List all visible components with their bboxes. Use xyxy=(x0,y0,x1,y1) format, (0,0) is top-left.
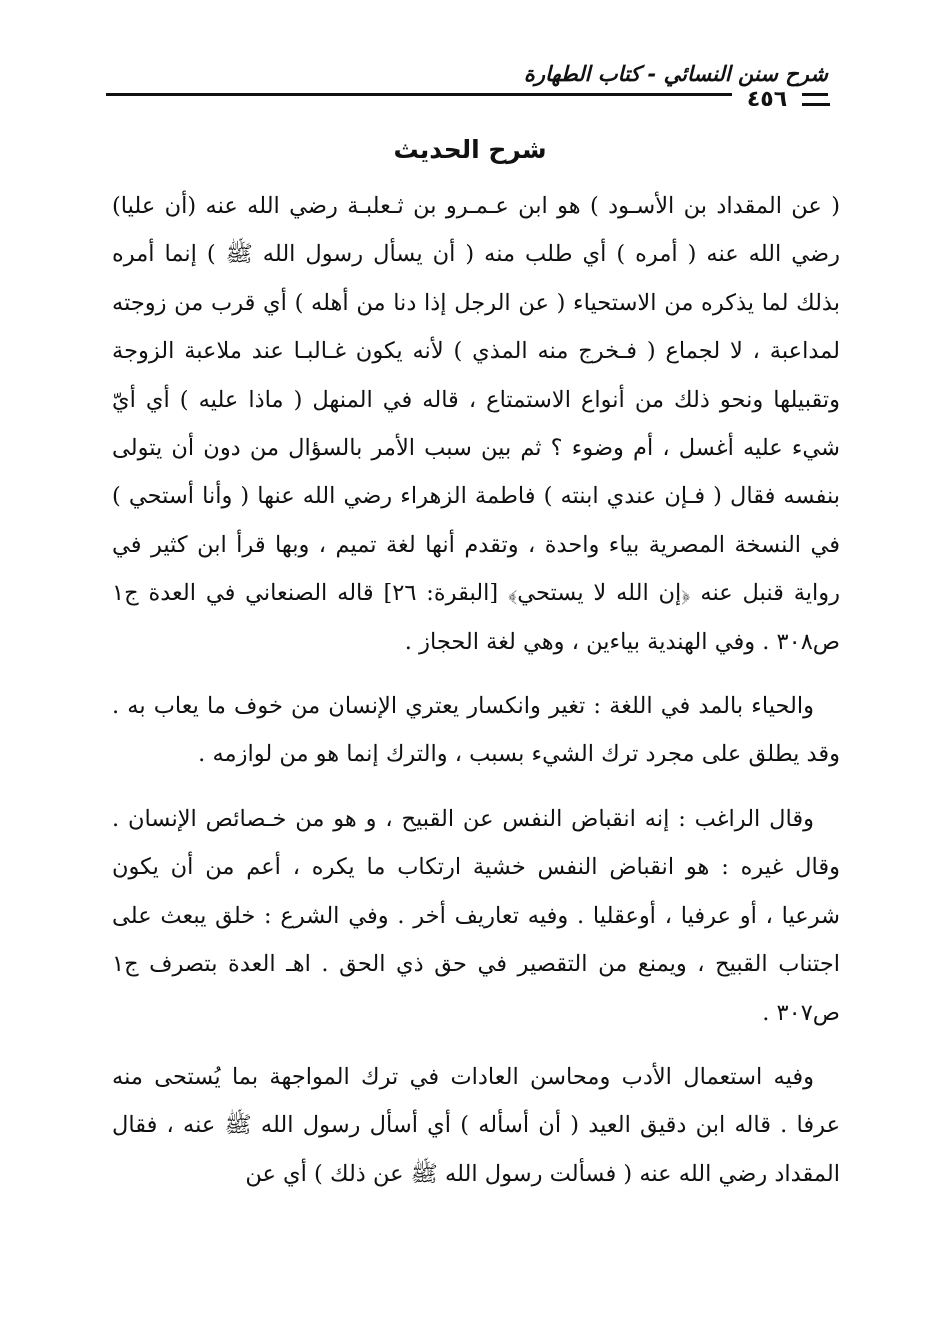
section-title: شرح الحديث xyxy=(393,135,547,164)
running-header: شرح سنن النسائي - كتاب الطهارة xyxy=(523,62,828,86)
header-rule xyxy=(106,93,828,96)
paragraph: وفيه استعمال الأدب ومحاسن العادات في ترك المواجهة بما يُستحى منه عرفا . قاله ابن دقيق العيد ( أن أسأله ) أي أسأل رسول الله ﷺ عنه ، فقال المقداد رضي الله عنه ( فسألت رسول الله ﷺ عن ذلك ) أي عن xyxy=(112,1063,840,1187)
page-number: ٤٥٦ xyxy=(732,87,802,112)
body-text xyxy=(112,182,840,1214)
paragraph: وقال الراغب : إنه انقباض النفس عن القبيح ، و هو من خـصائص الإنسان . وقال غيره : هو انقباض النفس خشية ارتكاب ما يكره ، أعم من أن يكون شرعيا ، أو عرفيا ، أوعقليا . وفيه تعاريف أخر . وفي الشرع : خلق يبعث على اجتناب القبيح ، ويمنع من التقصير في حق ذي الحق . اهـ العدة بتصرف ج١ ص٣٠٧ . xyxy=(112,805,840,1026)
paragraph: والحياء بالمد في اللغة : تغير وانكسار يعتري الإنسان من خوف ما يعاب به . وقد يطلق على مجرد ترك الشيء بسبب ، والترك إنما هو من لوازمه . xyxy=(112,693,840,768)
page-number-rule xyxy=(800,103,830,106)
paragraph: ( عن المقداد بن الأسـود ) هو ابن عـمـرو بن ثـعلبـة رضي الله عنه (أن عليا) رضي الله عنه ( أمره ) أي طلب منه ( أن يسأل رسول الله ﷺ ) إنما أمره بذلك لما يذكره من الاستحياء ( عن الرجل إذا دنا من أهله ) أي قرب من زوجته لمداعبة ، لا لجماع ( فـخرج منه المذي ) لأنه يكون غـالبـا عند ملاعبة الزوجة وتقبيلها ونحو ذلك من أنواع الاستمتاع ، قاله في المنهل ( ماذا عليه ) أي أيّ شيء عليه أغسل ، أم وضوء ؟ ثم بين سبب الأمر بالسؤال من دون أن يتولى بنفسه فقال ( فـإن عندي ابنته ) فاطمة الزهراء رضي الله عنها ( وأنا أستحي ) في النسخة المصرية بياء واحدة ، وتقدم أنها لغة تميم ، وبها قرأ ابن كثير في رواية قنبل عنه ﴿إن الله لا يستحي﴾ [البقرة: ٢٦] قاله الصنعاني في العدة ج١ ص٣٠٨ . وفي الهندية بياءين ، وهي لغة الحجاز . xyxy=(112,193,841,655)
